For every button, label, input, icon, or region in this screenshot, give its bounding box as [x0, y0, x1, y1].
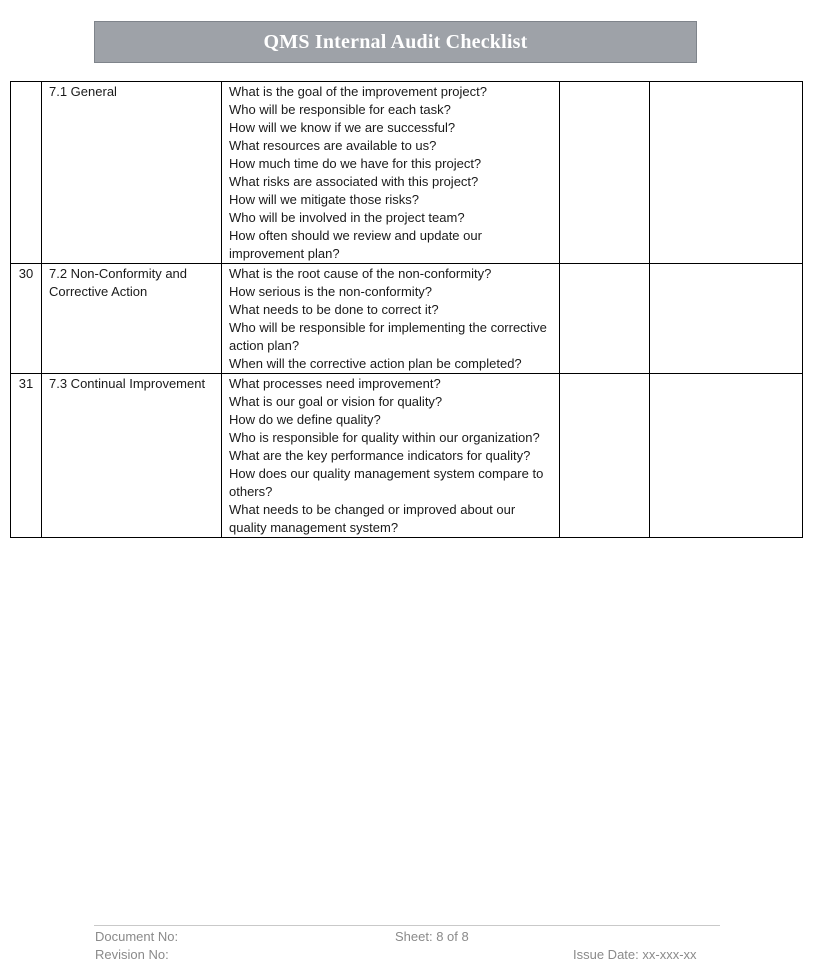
page-title: QMS Internal Audit Checklist — [263, 30, 528, 53]
question-list — [229, 82, 555, 263]
document-title-banner — [94, 21, 697, 63]
table-row — [11, 374, 803, 538]
table-row — [11, 264, 803, 374]
notes-cell[interactable] — [650, 82, 803, 264]
question-item: Who will be responsible for each task? — [229, 102, 451, 117]
question-item: How serious is the non-conformity? — [229, 284, 433, 299]
question-item: What processes need improvement? — [229, 376, 441, 391]
questions-cell — [222, 264, 560, 374]
evidence-cell[interactable] — [560, 374, 650, 538]
clause-cell — [42, 264, 222, 374]
row-number-cell — [11, 82, 42, 264]
question-item: What is the goal of the improvement project? — [229, 84, 487, 99]
evidence-cell[interactable] — [560, 264, 650, 374]
sheet-number-label: Sheet: 8 of 8 — [395, 929, 469, 944]
question-item: Who will be responsible for implementing the corrective action plan? — [229, 320, 547, 353]
question-item: What resources are available to us? — [229, 138, 437, 153]
row-number: 31 — [18, 376, 34, 391]
questions-cell — [222, 82, 560, 264]
question-item: What risks are associated with this project? — [229, 174, 479, 189]
clause-cell — [42, 374, 222, 538]
notes-cell[interactable] — [650, 374, 803, 538]
issue-date-label: Issue Date: xx-xxx-xx — [573, 947, 697, 962]
question-item: How do we define quality? — [229, 412, 381, 427]
question-item: Who is responsible for quality within our organization? — [229, 430, 540, 445]
question-list — [229, 264, 555, 373]
question-item: How will we know if we are successful? — [229, 120, 456, 135]
clause-cell — [42, 82, 222, 264]
clause-label: 7.2 Non-Conformity and Corrective Action — [49, 266, 188, 299]
row-number — [11, 82, 41, 83]
row-number-cell — [11, 264, 42, 374]
audit-checklist-table — [10, 81, 803, 538]
question-item: What is our goal or vision for quality? — [229, 394, 443, 409]
question-item: What is the root cause of the non-conformity? — [229, 266, 492, 281]
row-number: 30 — [18, 266, 34, 281]
question-item: What needs to be changed or improved about our quality management system? — [229, 502, 516, 535]
question-item: How often should we review and update our improvement plan? — [229, 228, 482, 261]
table-row — [11, 82, 803, 264]
evidence-cell[interactable] — [560, 82, 650, 264]
footer-divider — [94, 925, 720, 926]
question-item: How will we mitigate those risks? — [229, 192, 420, 207]
question-list — [229, 374, 555, 537]
question-item: Who will be involved in the project team? — [229, 210, 465, 225]
notes-cell[interactable] — [650, 264, 803, 374]
question-item: What needs to be done to correct it? — [229, 302, 439, 317]
question-item: What are the key performance indicators for quality? — [229, 448, 531, 463]
question-item: How much time do we have for this project? — [229, 156, 482, 171]
document-number-label: Document No: — [95, 929, 179, 944]
questions-cell — [222, 374, 560, 538]
question-item: How does our quality management system compare to others? — [229, 466, 544, 499]
row-number-cell — [11, 374, 42, 538]
clause-label: 7.3 Continual Improvement — [49, 376, 206, 391]
question-item: When will the corrective action plan be completed? — [229, 356, 522, 371]
revision-number-label: Revision No: — [95, 947, 169, 962]
clause-label: 7.1 General — [49, 84, 117, 99]
